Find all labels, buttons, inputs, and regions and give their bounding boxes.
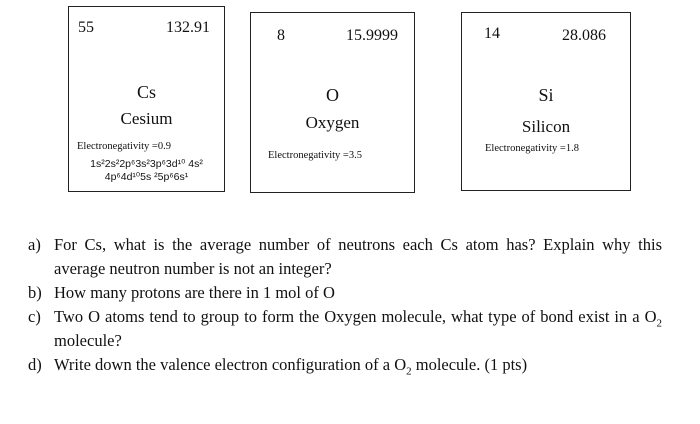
question-a <box>22 233 662 281</box>
question-marker: a) <box>28 235 41 254</box>
element-name: Silicon <box>521 117 571 136</box>
element-symbol: Cs <box>136 82 156 102</box>
question-text-part: Write down the valence electron configuration of a O <box>54 355 407 374</box>
atomic-mass: 15.9999 <box>346 27 398 44</box>
question-c <box>22 305 662 353</box>
electron-configuration-line-1: 1s²2s²2p⁶3s²3p⁶3d¹⁰ 4s² <box>90 158 203 170</box>
element-symbol: O <box>326 85 339 105</box>
question-text-part: molecule? <box>54 331 122 350</box>
atomic-number: 55 <box>78 19 94 36</box>
electronegativity: Electronegativity =3.5 <box>268 150 362 161</box>
subscript: 2 <box>656 317 662 330</box>
atomic-number: 14 <box>484 25 500 42</box>
question-marker: d) <box>28 355 42 374</box>
question-text <box>54 353 662 377</box>
element-card-cesium <box>68 6 225 192</box>
question-d <box>22 353 662 377</box>
question-list <box>22 233 662 377</box>
element-name: Oxygen <box>305 113 360 132</box>
electron-configuration <box>69 158 224 184</box>
subscript: 2 <box>406 365 412 378</box>
electronegativity: Electronegativity =1.8 <box>485 143 579 154</box>
element-card-silicon <box>461 12 631 191</box>
question-text-part: molecule. (1 pts) <box>411 355 528 374</box>
question-text-part: Two O atoms tend to group to form the Oxygen molecule, what type of bond exist in a O <box>54 307 657 326</box>
element-name: Cesium <box>120 109 173 128</box>
electronegativity: Electronegativity =0.9 <box>77 141 171 152</box>
question-text: For Cs, what is the average number of neutrons each Cs atom has? Explain why this average neutron number is not an integer? <box>54 235 662 278</box>
element-card-oxygen <box>250 12 415 193</box>
electron-configuration-line-2: 4p⁶4d¹⁰5s ²5p⁶6s¹ <box>104 171 189 183</box>
question-marker: b) <box>28 283 42 302</box>
question-text <box>54 305 662 353</box>
element-symbol: Si <box>538 85 554 105</box>
question-b <box>22 281 662 305</box>
question-text: How many protons are there in 1 mol of O <box>54 283 335 302</box>
atomic-mass: 132.91 <box>166 19 210 36</box>
atomic-number: 8 <box>277 27 285 44</box>
question-marker: c) <box>28 307 41 326</box>
atomic-mass: 28.086 <box>562 27 606 44</box>
